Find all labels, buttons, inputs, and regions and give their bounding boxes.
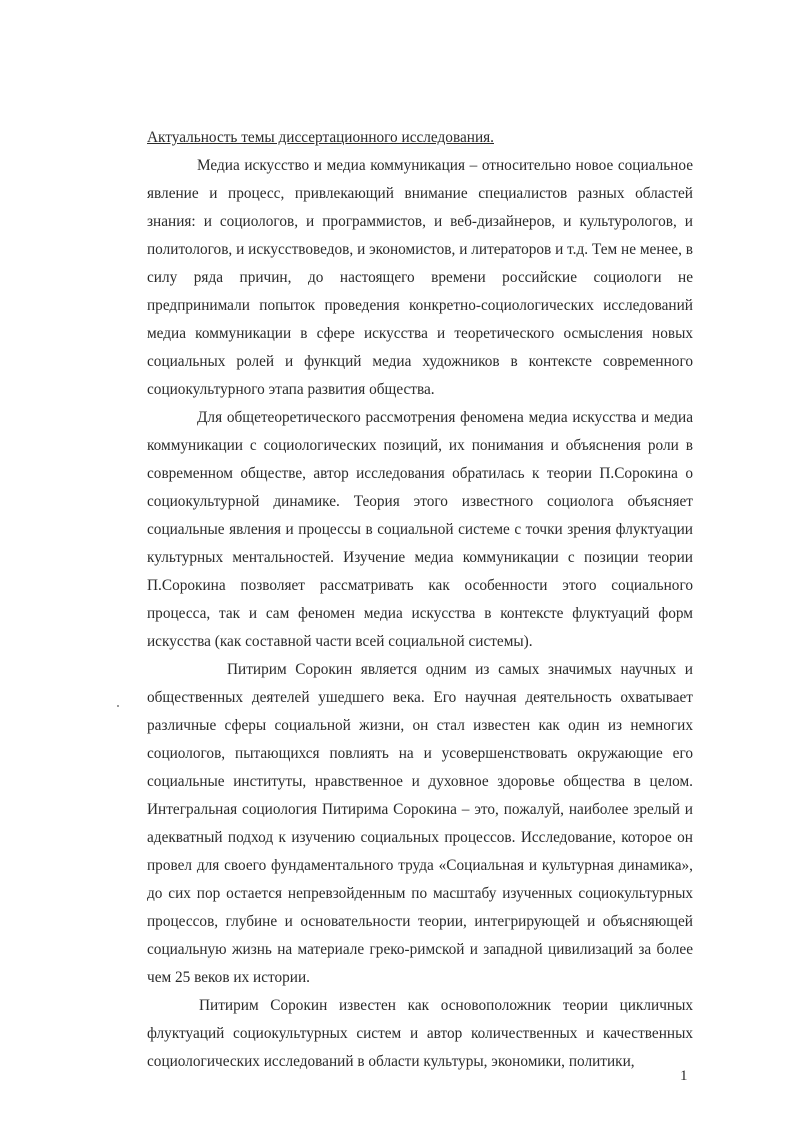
paragraph-3: Питирим Сорокин является одним из самых значимых научных и общественных деятелей ушедшего века. Его научная деятельность охватывает различные сферы социальной жизни, он стал известен как один из немногих социологов, пытающихся повлиять на и усовершенствовать окружающие его социальные институты, нравственное и духовное здоровье общества в целом. Интегральная социология Питирима Сорокина – это, пожалуй, наиболее зрелый и адекватный подход к изучению социальных процессов. Исследование, которое он провел для своего фундаментального труда «Социальная и культурная динамика», до сих пор остается непревзойденным по масштабу изученных социокультурных процессов, глубине и основательности теории, интегрирующей и объясняющей социальную жизнь на материале греко-римской и западной цивилизаций за более чем 25 веков их истории. — [147, 661, 693, 986]
scan-speck — [117, 705, 119, 707]
document-body — [147, 124, 693, 1076]
paragraph-4: Питирим Сорокин известен как основоположник теории цикличных флуктуаций социокультурных систем и автор количественных и качественных социологических исследований в области культуры, экономики, политики, — [147, 997, 693, 1070]
page-number: 1 — [680, 1068, 688, 1084]
section-heading: Актуальность темы диссертационного исследования. — [147, 129, 494, 146]
paragraph-2: Для общетеоретического рассмотрения феномена медиа искусства и медиа коммуникации с социологических позиций, их понимания и объяснения роли в современном обществе, автор исследования обратилась к теории П.Сорокина о социокультурной динамике. Теория этого известного социолога объясняет социальные явления и процессы в социальной системе с точки зрения флуктуации культурных ментальностей. Изучение медиа коммуникации с позиции теории П.Сорокина позволяет рассматривать как особенности этого социального процесса, так и сам феномен медиа искусства в контексте флуктуаций форм искусства (как составной части всей социальной системы). — [147, 409, 693, 650]
paragraph-1: Медиа искусство и медиа коммуникация – относительно новое социальное явление и процесс, привлекающий внимание специалистов разных областей знания: и социологов, и программистов, и веб-дизайнеров, и культурологов, и политологов, и искусствоведов, и экономистов, и литераторов и т.д. Тем не менее, в силу ряда причин, до настоящего времени российские социологи не предпринимали попыток проведения конкретно-социологических исследований медиа коммуникации в сфере искусства и теоретического осмысления новых социальных ролей и функций медиа художников в контексте современного социокультурного этапа развития общества. — [147, 157, 693, 398]
